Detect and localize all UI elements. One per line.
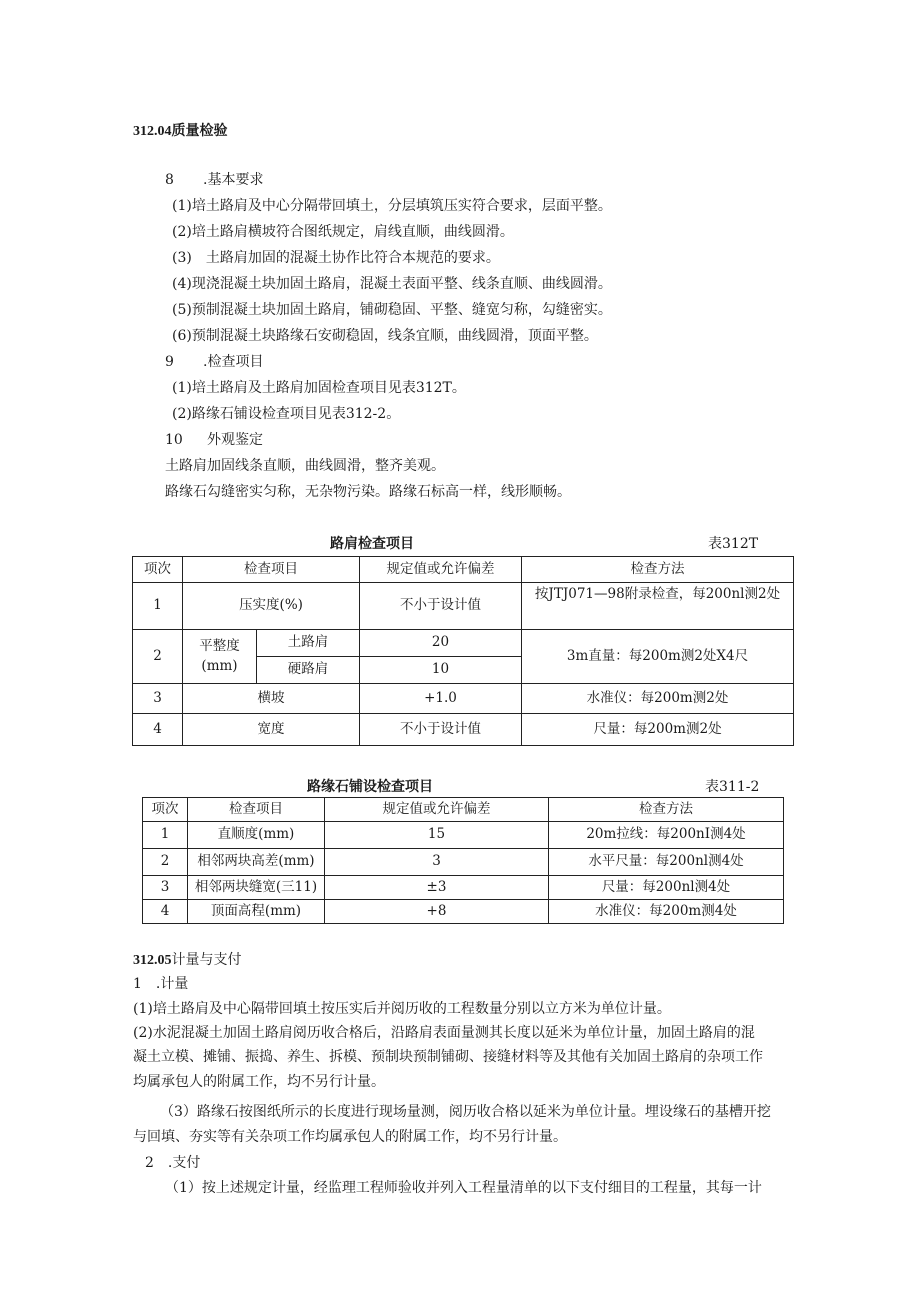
- table-row: [143, 900, 784, 924]
- check-item: (2)路缘石铺设检查项目见表312-2。: [172, 406, 401, 422]
- check-item-cell: 平整度(mm): [183, 630, 257, 684]
- method-cell: 按JTJ071—98附录检查，每200nl测2处: [522, 583, 794, 630]
- appearance-line: 路缘石勾缝密实匀称，无杂物污染。路缘石标高一样，线形顺畅。: [165, 484, 571, 500]
- method-cell: 20m拉线：每200nI测4处: [549, 822, 784, 849]
- table-header-row: [143, 798, 784, 822]
- tolerance-cell: 10: [360, 657, 522, 684]
- basic-req-item: (3) 土路肩加固的混凝土协作比符合本规范的要求。: [172, 250, 500, 266]
- curb-check-table: [142, 797, 784, 924]
- table-row: [133, 684, 794, 714]
- basic-req-item: (6)预制混凝土块路缘石安砌稳固，线条宜顺，曲线圆滑，顶面平整。: [172, 328, 598, 344]
- tolerance-cell: 不小于设计值: [360, 583, 522, 630]
- row-number: 3: [143, 876, 188, 900]
- check-heading: [165, 351, 263, 371]
- measure-paragraph-2-line: (2)水泥混凝土加固土路肩阅历收合格后，沿路肩表面量测其长度以延米为单位计量，加固土路肩的混: [133, 1025, 755, 1041]
- basic-req-index: 8: [165, 172, 174, 188]
- basic-req-item: (2)培土路肩横坡符合图纸规定，肩线直顺，曲线圆滑。: [172, 224, 514, 240]
- appearance-index: 10: [165, 432, 183, 448]
- row-number: 2: [143, 849, 188, 876]
- section-heading-measurement: [133, 949, 242, 969]
- header-cell: 检查项目: [183, 557, 360, 583]
- method-cell: 水准仪：每200m测4处: [549, 900, 784, 924]
- table-row: [133, 630, 794, 657]
- check-item: (1)培土路肩及土路肩加固检查项目见表312T。: [172, 380, 466, 396]
- table2-number: 表311-2: [705, 779, 760, 795]
- table-row: [143, 822, 784, 849]
- check-item-cell: 顶面高程(mm): [188, 900, 325, 924]
- check-item-cell: 横坡: [183, 684, 360, 714]
- header-cell: 规定值或允许偏差: [325, 798, 549, 822]
- header-cell: 规定值或允许偏差: [360, 557, 522, 583]
- tolerance-cell: +8: [325, 900, 549, 924]
- tolerance-cell: +1.0: [360, 684, 522, 714]
- check-item-cell: 压实度(%): [183, 583, 360, 630]
- header-cell: 检查方法: [549, 798, 784, 822]
- check-index: 9: [165, 354, 174, 370]
- basic-req-heading: [165, 169, 263, 189]
- row-number: 1: [133, 583, 183, 630]
- table-header-row: [133, 557, 794, 583]
- appearance-line: 土路肩加固线条直顺，曲线圆滑，整齐美观。: [165, 458, 445, 474]
- row-number: 2: [133, 630, 183, 684]
- method-cell: 尺量：每200nl测4处: [549, 876, 784, 900]
- check-title: .检查项目: [203, 354, 264, 370]
- measure-paragraph-2-line: 均属承包人的附属工作，均不另行计量。: [133, 1074, 385, 1090]
- row-number: 1: [143, 822, 188, 849]
- table1-number: 表312T: [708, 536, 759, 552]
- tolerance-cell: 15: [325, 822, 549, 849]
- measure-paragraph-3-line: 与回填、夯实等有关杂项工作均属承包人的附属工作，均不另行计量。: [133, 1129, 567, 1145]
- method-cell: 3m直量：每200m测2处X4尺: [522, 630, 794, 684]
- section-title: 质量检验: [171, 123, 228, 139]
- header-cell: 检查项目: [188, 798, 325, 822]
- measure-paragraph-3-line: （3）路缘石按图纸所示的长度进行现场量测，阅历收合格以延米为单位计量。埋设缘石的基槽开挖: [160, 1104, 771, 1120]
- shoulder-check-table: [132, 556, 794, 746]
- table1-title: 路肩检查项目: [330, 536, 414, 552]
- basic-req-item: (4)现浇混凝土块加固土路肩，混凝土表面平整、线条直顺、曲线圆滑。: [172, 276, 612, 292]
- method-cell: 尺量：每200m测2处: [522, 714, 794, 746]
- method-cell: 水平尺量：每200nl测4处: [549, 849, 784, 876]
- payment-paragraph-1: （1）按上述规定计量，经监理工程师验收并列入工程量清单的以下支付细目的工程量，其每一计: [165, 1180, 762, 1196]
- table-row: [133, 583, 794, 630]
- sub-item-cell: 土路肩: [257, 630, 360, 657]
- table2-title: 路缘石铺设检查项目: [307, 779, 433, 795]
- header-cell: 检查方法: [522, 557, 794, 583]
- measure-paragraph-2-line: 凝土立模、摊铺、振捣、养生、拆模、预制块预制铺砌、接缝材料等及其他有关加固土路肩的杂项工作: [133, 1049, 763, 1065]
- row-number: 3: [133, 684, 183, 714]
- section-number: 312.04: [133, 124, 172, 139]
- basic-req-item: (5)预制混凝土块加固土路肩，铺砌稳固、平整、缝宽匀称，勾缝密实。: [172, 302, 612, 318]
- appearance-heading: [165, 429, 263, 449]
- row-number: 4: [143, 900, 188, 924]
- measure-heading: 1 .计量: [133, 976, 189, 992]
- table-row: [143, 876, 784, 900]
- method-cell: 水准仪：每200m测2处: [522, 684, 794, 714]
- tolerance-cell: 20: [360, 630, 522, 657]
- tolerance-cell: ±3: [325, 876, 549, 900]
- appearance-title: 外观鉴定: [207, 432, 263, 448]
- check-item-cell: 相邻两块缝宽(三11): [188, 876, 325, 900]
- sub-item-cell: 硬路肩: [257, 657, 360, 684]
- basic-req-title: .基本要求: [203, 172, 264, 188]
- table-row: [143, 849, 784, 876]
- tolerance-cell: 不小于设计值: [360, 714, 522, 746]
- section-heading-quality: [133, 120, 228, 140]
- check-item-cell: 宽度: [183, 714, 360, 746]
- check-item-cell: 相邻两块高差(mm): [188, 849, 325, 876]
- table-row: [133, 714, 794, 746]
- section-number: 312.05: [133, 953, 172, 968]
- header-cell: 项次: [133, 557, 183, 583]
- payment-heading: 2 .支付: [145, 1155, 201, 1171]
- basic-req-item: (1)培土路肩及中心分隔带回填土，分层填筑压实符合要求，层面平整。: [172, 198, 612, 214]
- tolerance-cell: 3: [325, 849, 549, 876]
- check-item-cell: 直顺度(mm): [188, 822, 325, 849]
- measure-paragraph-1: (1)培土路肩及中心隔带回填土按压实后并阅历收的工程数量分别以立方米为单位计量。: [133, 1001, 671, 1017]
- header-cell: 项次: [143, 798, 188, 822]
- row-number: 4: [133, 714, 183, 746]
- section-title: 计量与支付: [171, 952, 242, 968]
